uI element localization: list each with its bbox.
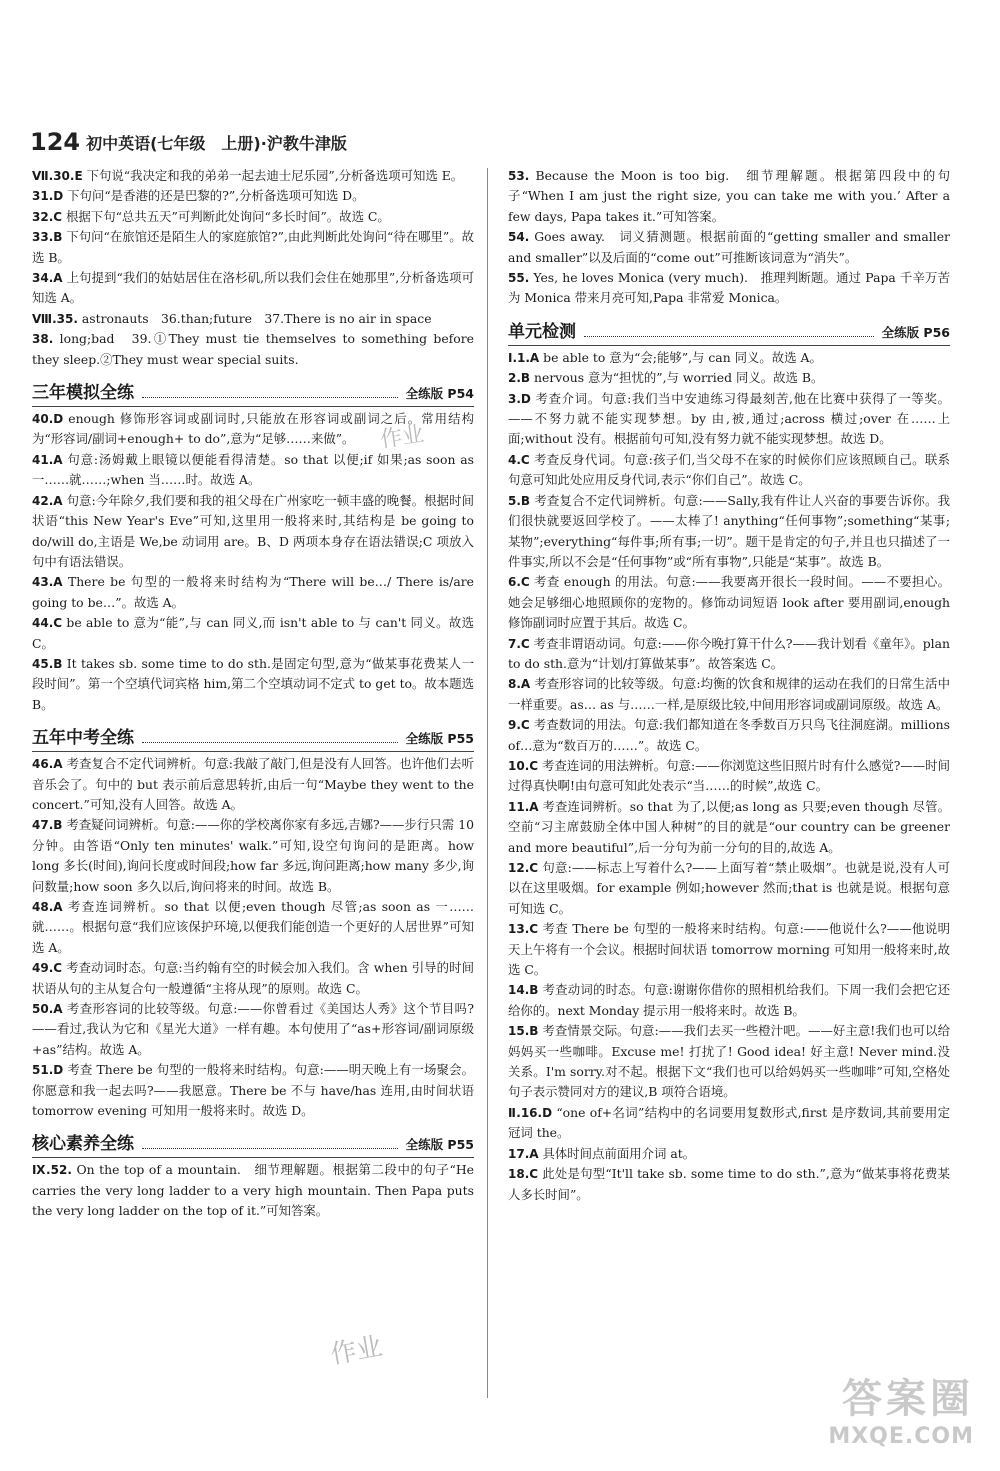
answer-text: It takes sb. some time to do sth.是固定句型,意为“做某事花费某人一段时间”。第一个空填代词宾格 him,第二个空填动词不定式 to get to。故本题选 B。 (32, 655, 474, 712)
answer-number: 53. (508, 169, 530, 183)
answer-entry (508, 491, 950, 573)
section-ref: 全练版 P55 (405, 731, 474, 747)
answer-entry (508, 858, 950, 919)
answer-entry (32, 491, 474, 573)
answer-entry (32, 329, 474, 370)
answer-number: Ⅱ.16.D (508, 1105, 553, 1120)
answer-text: 考查介词。句意:我们当中安迪练习得最刻苦,他在比赛中获得了一等奖。——不努力就不能实现梦想。by 由,被,通过;across 横过;over 在……上面;without 没有。根据前句可知,没有努力就不能实现梦想。故选 D。 (508, 390, 950, 447)
answer-number: 4.C (508, 452, 530, 467)
answer-entry (508, 166, 950, 227)
answers-group (32, 754, 474, 1121)
section-title: 单元检测 (508, 321, 576, 342)
answer-number: 43.A (32, 575, 63, 590)
answer-entry (32, 897, 474, 958)
answer-entry (32, 207, 474, 227)
answer-number: 47.B (32, 818, 63, 833)
answer-number: 38. (32, 332, 54, 347)
answer-text: Yes, he loves Monica (very much). 推理判断题。通过 Papa 千辛万苦为 Monica 带来月亮可知,Papa 非常爱 Monica。 (508, 270, 950, 306)
answer-number: 33.B (32, 230, 63, 245)
answer-number: 18.C (508, 1167, 539, 1182)
answer-text: 考查连词辨析。so that 以便;even though 尽管;as soon as 一……就……。根据句意“我们应该保护环境,以便我们能创造一个更好的人居世界”可知选 A。 (32, 899, 474, 955)
answer-entry (508, 756, 950, 797)
answer-number: 48.A (32, 900, 63, 914)
answer-text: 考查动词时态。句意:当约翰有空的时候会加入我们。含 when 引导的时间状语从句的主从复合句一般遵循“主将从现”的原则。故选 C。 (32, 960, 474, 996)
answer-text: Goes away. 词义猜测题。根据前面的“getting smaller and smaller and smaller”以及后面的“come out”可推断该词意为“消失”。 (508, 229, 950, 265)
answer-entry (508, 1144, 950, 1164)
stamp-mark: 作业 (328, 1331, 385, 1371)
right-column (508, 166, 950, 1205)
answer-text: 考查非谓语动词。句意:——你今晚打算干什么?——我计划看《童年》。plan to do sth.意为“计划/打算做某事”。故答案选 C。 (508, 635, 950, 671)
page-header (30, 122, 347, 162)
answers-group (32, 1160, 474, 1221)
dotted-leader (142, 1148, 398, 1149)
answer-number: 45.B (32, 656, 63, 671)
answer-text: 考查连词的用法辨析。句意:——你浏览这些旧照片时有什么感觉?——时间过得真快啊!由句意可知此处表示“当……的时候”,故选 C。 (508, 757, 950, 794)
answer-text: 具体时间点前面用介词 at。 (542, 1145, 696, 1161)
section-title: 三年模拟全练 (32, 383, 134, 404)
section-header (32, 1123, 474, 1158)
answer-entry (32, 186, 474, 206)
watermark-line1: 答案圈 (842, 1376, 974, 1422)
answer-number: 9.C (508, 718, 530, 733)
answer-text: 考查 There be 句型的一般将来时结构。句意:——他说什么?——他说明天上午将有一个会议。根据时间状语 tomorrow morning 可知用一般将来时,故选 C。 (508, 921, 950, 978)
answer-entry (508, 348, 950, 368)
answer-entry (32, 999, 474, 1060)
answer-entry (508, 919, 950, 980)
section-header (32, 717, 474, 752)
watermark-line2: MXQE.COM (828, 1424, 974, 1449)
stamp-mark: 作业 (378, 422, 426, 453)
answer-text: 句意:汤姆戴上眼镜以便能看得清楚。so that 以便;if 如果;as soon as 一……就……;when 当……时。故选 A。 (32, 451, 474, 488)
answer-text: enough 修饰形容词或副词时,只能放在形容词或副词之后。常用结构为“形容词/副词+enough+ to do”,意为“足够……来做”。 (32, 411, 474, 447)
answer-text: 下句问“是香港的还是巴黎的?”,分析备选项可知选 D。 (67, 188, 365, 204)
answer-text: 考查复合不定代词辨析。句意:——Sally,我有件让人兴奋的事要告诉你。我们很快就要返回学校了。——太棒了! anything“任何事物”;something“某事;某物”;everything“每件事;所有事;一切”。题干是肯定的句子,并且也只描述了一件事实,所以不会是“任何事物”或“所有事物”,只能是“某事”。故选 B。 (508, 492, 950, 569)
answers-group (32, 409, 474, 715)
answer-entry (32, 1060, 474, 1121)
answer-entry (508, 227, 950, 268)
answer-entry (32, 309, 474, 329)
answer-number: 34.A (32, 271, 63, 286)
answer-text: 考查 enough 的用法。句意:——我要离开很长一段时间。——不要担心。她会足够细心地照顾你的宠物的。修饰动词短语 look after 要用副词,enough 修饰副词时应置于其后。故选 C。 (508, 574, 950, 631)
dotted-leader (142, 742, 398, 743)
answers-group (32, 166, 474, 370)
answer-number: 41.A (32, 452, 63, 467)
answer-text: 上句提到“我们的姑姑居住在洛杉矶,所以我们会住在她那里”,分析备选项可知选 A。 (32, 270, 474, 306)
answer-entry (32, 815, 474, 897)
answer-text: 此处是句型“It'll take sb. some time to do sth.”,意为“做某事将花费某人多长时间”。 (508, 1166, 950, 1202)
answer-text: 句意:——标志上写着什么?——上面写着“禁止吸烟”。也就是说,没有人可以在这里吸烟。for example 例如;however 然而;that is 也就是说。根据句意可知选 C。 (508, 860, 950, 916)
answer-number: 12.C (508, 861, 539, 875)
page-number: 124 (30, 128, 81, 156)
answer-entry (508, 674, 950, 715)
answer-text: 句意:今年除夕,我们要和我的祖父母在广州家吃一顿丰盛的晚餐。根据时间状语“this New Year's Eve”可知,这里用一般将来时,其结构是 be going to do/will do,主语是 We,be 动词用 are。B、D 两项本身存在语法错误;C 项放入句中有语法错误。 (32, 492, 474, 569)
answer-entry (32, 958, 474, 999)
answer-number: 44.C (32, 616, 63, 631)
answer-text: 考查反身代词。句意:孩子们,当父母不在家的时候你们应该照顾自己。联系句意可知此处应用反身代词,表示“你们自己”。故选 C。 (508, 451, 950, 488)
answer-number: 32.C (32, 209, 63, 224)
answer-entry (32, 1160, 474, 1221)
book-title: 初中英语(七年级 上册)·沪教牛津版 (86, 133, 347, 153)
answer-number: 13.C (508, 922, 539, 937)
answer-entry (508, 1103, 950, 1144)
answer-number: 6.C (508, 575, 530, 590)
answers-group (508, 166, 950, 309)
answer-entry (32, 268, 474, 309)
dotted-leader (142, 397, 398, 398)
section-ref: 全练版 P54 (405, 386, 474, 402)
answer-text: 考查复合不定代词辨析。句意:我敲了敲门,但是没有人回答。也许他们去听音乐会了。句中的 but 表示前后意思转折,由后一句“Maybe they went to the concert.”可知,没有人回答。故选 A。 (32, 756, 474, 812)
answer-number: 2.B (508, 371, 531, 386)
left-column (32, 166, 474, 1222)
answer-number: 49.C (32, 961, 63, 976)
answer-number: Ⅸ.52. (32, 1163, 72, 1178)
answer-number: 7.C (508, 636, 530, 651)
answer-entry (32, 572, 474, 613)
answer-text: astronauts 36.than;future 37.There is no air in space (81, 310, 432, 326)
answer-text: 考查连词辨析。so that 为了,以便;as long as 只要;even though 尽管。空前“习主席鼓励全体中国人种树”的目的就是“our country can be greener and more beautiful”,后一分句为前一分句的目的,故选 A。 (508, 798, 950, 855)
answer-text: long;bad 39.①They must tie themselves to something before they sleep.②They must wear special suits. (32, 331, 474, 367)
answer-text: There be 句型的一般将来时结构为“There will be…/ There is/are going to be…”。故选 A。 (32, 574, 474, 610)
answer-text: Because the Moon is too big. 细节理解题。根据第四段中的句子“When I am just the right size, you can take me with you.’ After a few days, Papa takes it.”可知答案。 (508, 168, 950, 224)
answer-number: 50.A (32, 1002, 63, 1017)
section-ref: 全练版 P56 (881, 324, 950, 340)
answer-number: 5.B (508, 493, 531, 508)
answer-number: 3.D (508, 391, 531, 406)
answer-text: 考查疑问词辨析。句意:——你的学校离你家有多远,吉娜?——步行只需 10 分钟。由答语“Only ten minutes' walk.”可知,设空句询问的是距离。how long 多长(时间),询问长度或时间段;how far 多远,询问距离;how many 多少,询问数量;how soon 多久以后,询问将来的时间。故选 B。 (32, 817, 474, 894)
answer-text: 根据下句“总共五天”可判断此处询问“多长时间”。故选 C。 (66, 208, 390, 224)
answer-number: Ⅷ.35. (32, 311, 78, 326)
answer-entry (508, 268, 950, 309)
answer-entry (508, 450, 950, 491)
answer-entry (508, 572, 950, 633)
watermark (828, 1367, 974, 1449)
answer-entry (508, 797, 950, 858)
section-ref: 全练版 P55 (405, 1137, 474, 1153)
section-title: 核心素养全练 (32, 1134, 134, 1155)
answer-text: 考查数词的用法。句意:我们都知道在冬季数百万只鸟飞往洞庭湖。millions of…意为“数百万的……”。故选 C。 (508, 717, 950, 753)
answer-entry (508, 980, 950, 1021)
answer-text: 考查 There be 句型的一般将来时结构。句意:——明天晚上有一场聚会。你愿意和我一起去吗?——我愿意。There be 不与 have/has 连用,由时间状语 tomorrow evening 可知用一般将来时。故选 D。 (32, 1062, 474, 1119)
answer-number: 11.A (508, 799, 539, 814)
answer-number: 15.B (508, 1024, 539, 1039)
answer-number: 31.D (32, 189, 64, 204)
answer-entry (508, 368, 950, 388)
answer-number: 14.B (508, 983, 539, 998)
answer-text: 考查形容词的比较等级。句意:——你曾看过《美国达人秀》这个节目吗?——看过,我认为它和《星光大道》一样有趣。本句使用了“as+形容词/副词原级+as”结构。故选 A。 (32, 1001, 474, 1057)
answer-number: 46.A (32, 757, 63, 772)
answer-entry (508, 715, 950, 756)
answer-entry (32, 166, 474, 186)
answer-text: nervous 意为“担忧的”,与 worried 同义。故选 B。 (534, 370, 824, 386)
answer-number: 8.A (508, 677, 531, 692)
section-header (508, 311, 950, 346)
answer-number: 40.D (32, 412, 64, 427)
answer-number: Ⅰ.1.A (508, 350, 540, 365)
answer-number: 42.A (32, 493, 63, 508)
answer-entry (32, 754, 474, 815)
answer-entry (32, 654, 474, 715)
answer-entry (32, 613, 474, 654)
answers-group (508, 348, 950, 1205)
answer-text: be able to 意为“能”,与 can 同义,而 isn't able to 与 can't 同义。故选 C。 (32, 615, 474, 651)
answer-text: 考查动词的时态。句意:谢谢你借你的照相机给我们。下周一我们会把它还给你的。next Monday 提示用一般将来时。故选 B。 (508, 982, 950, 1018)
answer-number: Ⅶ.30.E (32, 169, 83, 183)
answer-text: 下句说“我决定和我的弟弟一起去迪士尼乐园”,分析备选项可知选 E。 (86, 168, 464, 183)
dotted-leader (584, 336, 874, 337)
answer-text: 考查情景交际。句意:——我们去买一些橙汁吧。——好主意!我们也可以给妈妈买一些咖啡。Excuse me! 打扰了! Good idea! 好主意! Never mind.没关系。I'm sorry.对不起。根据下文“我们也可以给妈妈买一些咖啡”可知,空格处句子表示赞同对方的建议,B 项符合语境。 (508, 1023, 950, 1100)
answer-text: 下句问“在旅馆还是陌生人的家庭旅馆?”,由此判断此处询问“待在哪里”。故选 B。 (32, 229, 474, 265)
answer-number: 55. (508, 271, 530, 286)
answer-text: On the top of a mountain. 细节理解题。根据第二段中的句子“He carries the very long ladder to a very high mountain. Then Papa puts the very long ladder on the top of it.”可知答案。 (32, 1162, 474, 1219)
answer-entry (32, 450, 474, 491)
answer-entry (508, 1021, 950, 1103)
column-divider (487, 168, 488, 1398)
answer-entry (32, 227, 474, 268)
answer-text: “one of+名词”结构中的名词要用复数形式,first 是序数词,其前要用定冠词 the。 (508, 1104, 950, 1141)
answer-text: be able to 意为“会;能够”,与 can 同义。故选 A。 (543, 349, 822, 365)
answer-entry (508, 634, 950, 675)
answer-entry (508, 389, 950, 450)
answer-number: 54. (508, 230, 530, 245)
answer-number: 10.C (508, 758, 539, 773)
answer-entry (508, 1164, 950, 1205)
answer-number: 51.D (32, 1063, 64, 1078)
section-header (32, 372, 474, 407)
answer-text: 考查形容词的比较等级。句意:均衡的饮食和规律的运动在我们的日常生活中一样重要。as… as 与……一样,是原级比较,中间用形容词或副词原级。故选 A。 (508, 676, 950, 712)
answer-number: 17.A (508, 1146, 539, 1161)
section-title: 五年中考全练 (32, 728, 134, 749)
